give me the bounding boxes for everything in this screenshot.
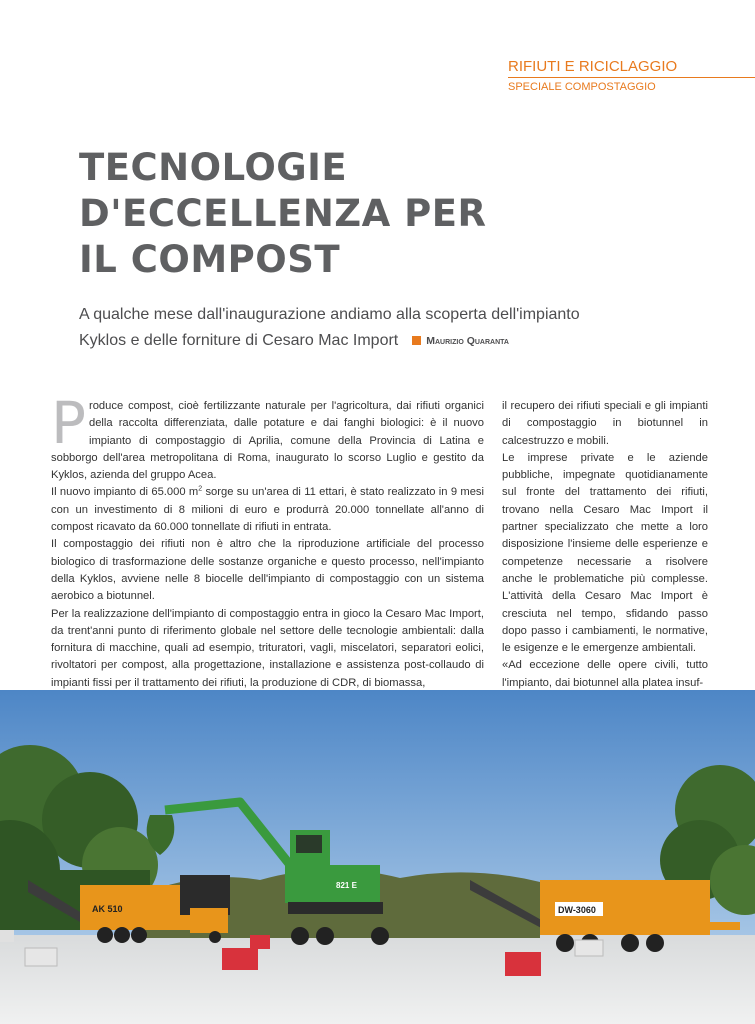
author-name: Maurizio Quaranta (426, 335, 509, 347)
paragraph-5: il recupero dei rifiuti speciali e gli impianti di compostaggio in biotunnel in calcestruzzo e mobili. (502, 400, 708, 447)
byline-square-icon (412, 336, 421, 345)
body-column-1 (51, 389, 484, 692)
composting-site-photo (0, 690, 755, 1024)
machine-right-label: DW-3060 (558, 905, 596, 915)
machine-left-label: AK 510 (92, 904, 123, 914)
headline-line-1: TECNOLOGIE (79, 146, 348, 189)
concrete-ground (0, 935, 755, 1024)
section-header (508, 58, 755, 94)
section-subtitle: SPECIALE COMPOSTAGGIO (508, 81, 656, 93)
paragraph-3: Il compostaggio dei rifiuti non è altro che la riproduzione artificiale del processo biologico di trasformazione delle sostanze organiche e questo processo, nell'impianto della Kyklos, avviene nelle 8 biocelle dell'impianto di compostaggio con un sistema aerobico a biotunnel. (51, 538, 484, 603)
paragraph-7: «Ad eccezione delle opere civili, tutto l'impianto, dai biotunnel alla platea insuf- (502, 659, 708, 689)
section-title: RIFIUTI E RICICLAGGIO (508, 58, 755, 78)
subtitle-line-1: A qualche mese dall'inaugurazione andiamo alla scoperta dell'impianto (79, 306, 580, 323)
headline-line-2: D'ECCELLENZA PER (79, 192, 487, 235)
headline-line-3: IL COMPOST (79, 238, 341, 281)
article-headline (79, 145, 639, 283)
paragraph-2: Il nuovo impianto di 65.000 $m^2$ sorge su un'area di 11 ettari, è stato realizzato in 9 mesi con un investimento di 8 milioni di euro e produrrà 20.000 tonnellate all'anno di compost ricavato da 60.000 tonnellate di rifiuti in entrata. (51, 485, 484, 534)
subtitle-line-2: Kyklos e delle forniture di Cesaro Mac Import (79, 332, 399, 349)
article-subtitle (79, 302, 619, 354)
paragraph-6: Le imprese private e le aziende pubbliche, impegnate quotidianamente sul fronte del trattamento dei rifiuti, trovano nella Cesaro Mac Import il partner specializzato che mette a loro disposizione l'insieme delle esperienze e competenze necessarie a risolvere anche le problematiche più complesse. L'attività della Cesaro Mac Import è cresciuta nel tempo, sfidando passo dopo passo i cambiamenti, le normative, le esigenze e le emergenze ambientali. (502, 451, 708, 655)
machine-mid-label: 821 E (336, 881, 357, 890)
body-column-2 (502, 398, 708, 692)
drop-cap: P (51, 389, 86, 457)
paragraph-4: Per la realizzazione dell'impianto di compostaggio entra in gioco la Cesaro Mac Import, da trent'anni punto di riferimento globale nel settore delle tecnologie ambientali: dalla fornitura di macchine, quali ad esempio, trituratori, vagli, miscelatori, separatori eolici, rivoltatori per compost, alla progettazione, installazione e assistenza post-collaudo di impianti fissi per il trattamento dei rifiuti, la produzione di CDR, di biomassa, (51, 607, 484, 689)
author-byline (412, 328, 509, 354)
paragraph-1: Produce compost, cioè fertilizzante naturale per l'agricoltura, dai rifiuti organici della raccolta differenziata, dalle potature e dai fanghi biologici: è il nuovo impianto di compostaggio di Aprilia, comune della Provincia di Latina e sobborgo dell'area metropolitana di Roma, inaugurato lo scorso Luglio e gestito da Kyklos, azienda del gruppo Acea. (51, 389, 484, 482)
